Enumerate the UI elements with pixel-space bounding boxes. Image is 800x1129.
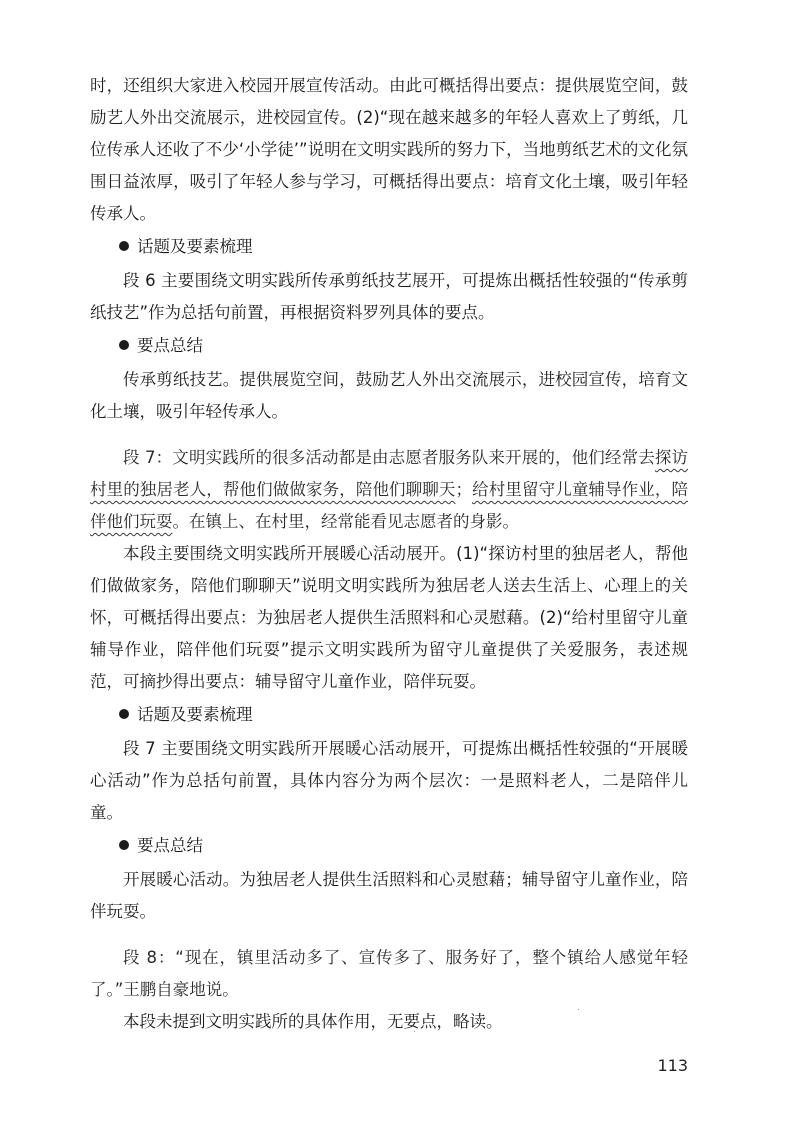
underlined-phrase-children: 给村里留守儿童辅导作业，陪伴他们玩耍 bbox=[90, 480, 689, 531]
underlined-phrase-elderly: 探访村里的独居老人，帮他们做做家务，陪他们聊聊天 bbox=[90, 448, 688, 499]
page-content bbox=[90, 70, 688, 1038]
bullet-label: 要点总结 bbox=[137, 336, 203, 355]
bullet-summary-1 bbox=[90, 330, 688, 362]
source-paragraph-8: 段 8：“现在，镇里活动多了、宣传多了、服务好了，整个镇给人感觉年轻了。”王鹏自豪地说。 bbox=[90, 948, 688, 999]
bullet-label: 话题及要素梳理 bbox=[137, 237, 253, 256]
analysis-paragraph-8: 本段未提到文明实践所的具体作用，无要点，略读。 bbox=[123, 1012, 503, 1031]
paragraph-continuation: 时，还组织大家进入校园开展宣传活动。由此可概括得出要点：提供展览空间，鼓励艺人外出交流展示，进校园宣传。(2)“现在越来越多的年轻人喜欢上了剪纸，几位传承人还收了不少‘小学徒’”说明在文明实践所的努力下，当地剪纸艺术的文化氛围日益浓厚，吸引了年轻人参与学习，可概括得出要点：培育文化土壤，吸引年轻传承人。 bbox=[90, 76, 688, 223]
bullet-dot-icon bbox=[119, 241, 129, 251]
summary-paragraph-6: 传承剪纸技艺。提供展览空间，鼓励艺人外出交流展示，进校园宣传，培育文化土壤，吸引年轻传承人。 bbox=[90, 370, 688, 421]
bullet-dot-icon bbox=[119, 840, 129, 850]
bullet-dot-icon bbox=[119, 340, 129, 350]
analysis-paragraph-7b: 段 7 主要围绕文明实践所开展暖心活动展开，可提炼出概括性较强的“开展暖心活动”作为总括句前置，具体内容分为两个层次：一是照料老人，二是陪伴儿童。 bbox=[90, 739, 688, 822]
source-paragraph-7: 段 7：文明实践所的很多活动都是由志愿者服务队来开展的，他们经常去探访村里的独居老人，帮他们做做家务，陪他们聊聊天；给村里留守儿童辅导作业，陪伴他们玩耍。在镇上、在村里，经常能看见志愿者的身影。 bbox=[90, 448, 689, 531]
bullet-dot-icon bbox=[119, 709, 129, 719]
bullet-topic-elements-2 bbox=[90, 699, 688, 731]
analysis-paragraph-7: 本段主要围绕文明实践所开展暖心活动展开。(1)“探访村里的独居老人，帮他们做做家务，陪他们聊聊天”说明文明实践所为独居老人送去生活上、心理上的关怀，可概括得出要点：为独居老人提供生活照料和心灵慰藉。(2)“给村里留守儿童辅导作业，陪伴他们玩耍”提示文明实践所为留守儿童提供了关爱服务，表述规范，可摘抄得出要点：辅导留守儿童作业，陪伴玩耍。 bbox=[90, 544, 688, 691]
page-number: 113 bbox=[657, 1056, 688, 1075]
bullet-summary-2 bbox=[90, 830, 688, 862]
summary-paragraph-7: 开展暖心活动。为独居老人提供生活照料和心灵慰藉；辅导留守儿童作业，陪伴玩耍。 bbox=[90, 870, 688, 921]
bullet-label: 要点总结 bbox=[137, 836, 203, 855]
bullet-label: 话题及要素梳理 bbox=[137, 705, 253, 724]
bullet-topic-elements-1 bbox=[90, 231, 688, 263]
analysis-paragraph-6: 段 6 主要围绕文明实践所传承剪纸技艺展开，可提炼出概括性较强的“传承剪纸技艺”作为总括句前置，再根据资料罗列具体的要点。 bbox=[90, 271, 688, 322]
